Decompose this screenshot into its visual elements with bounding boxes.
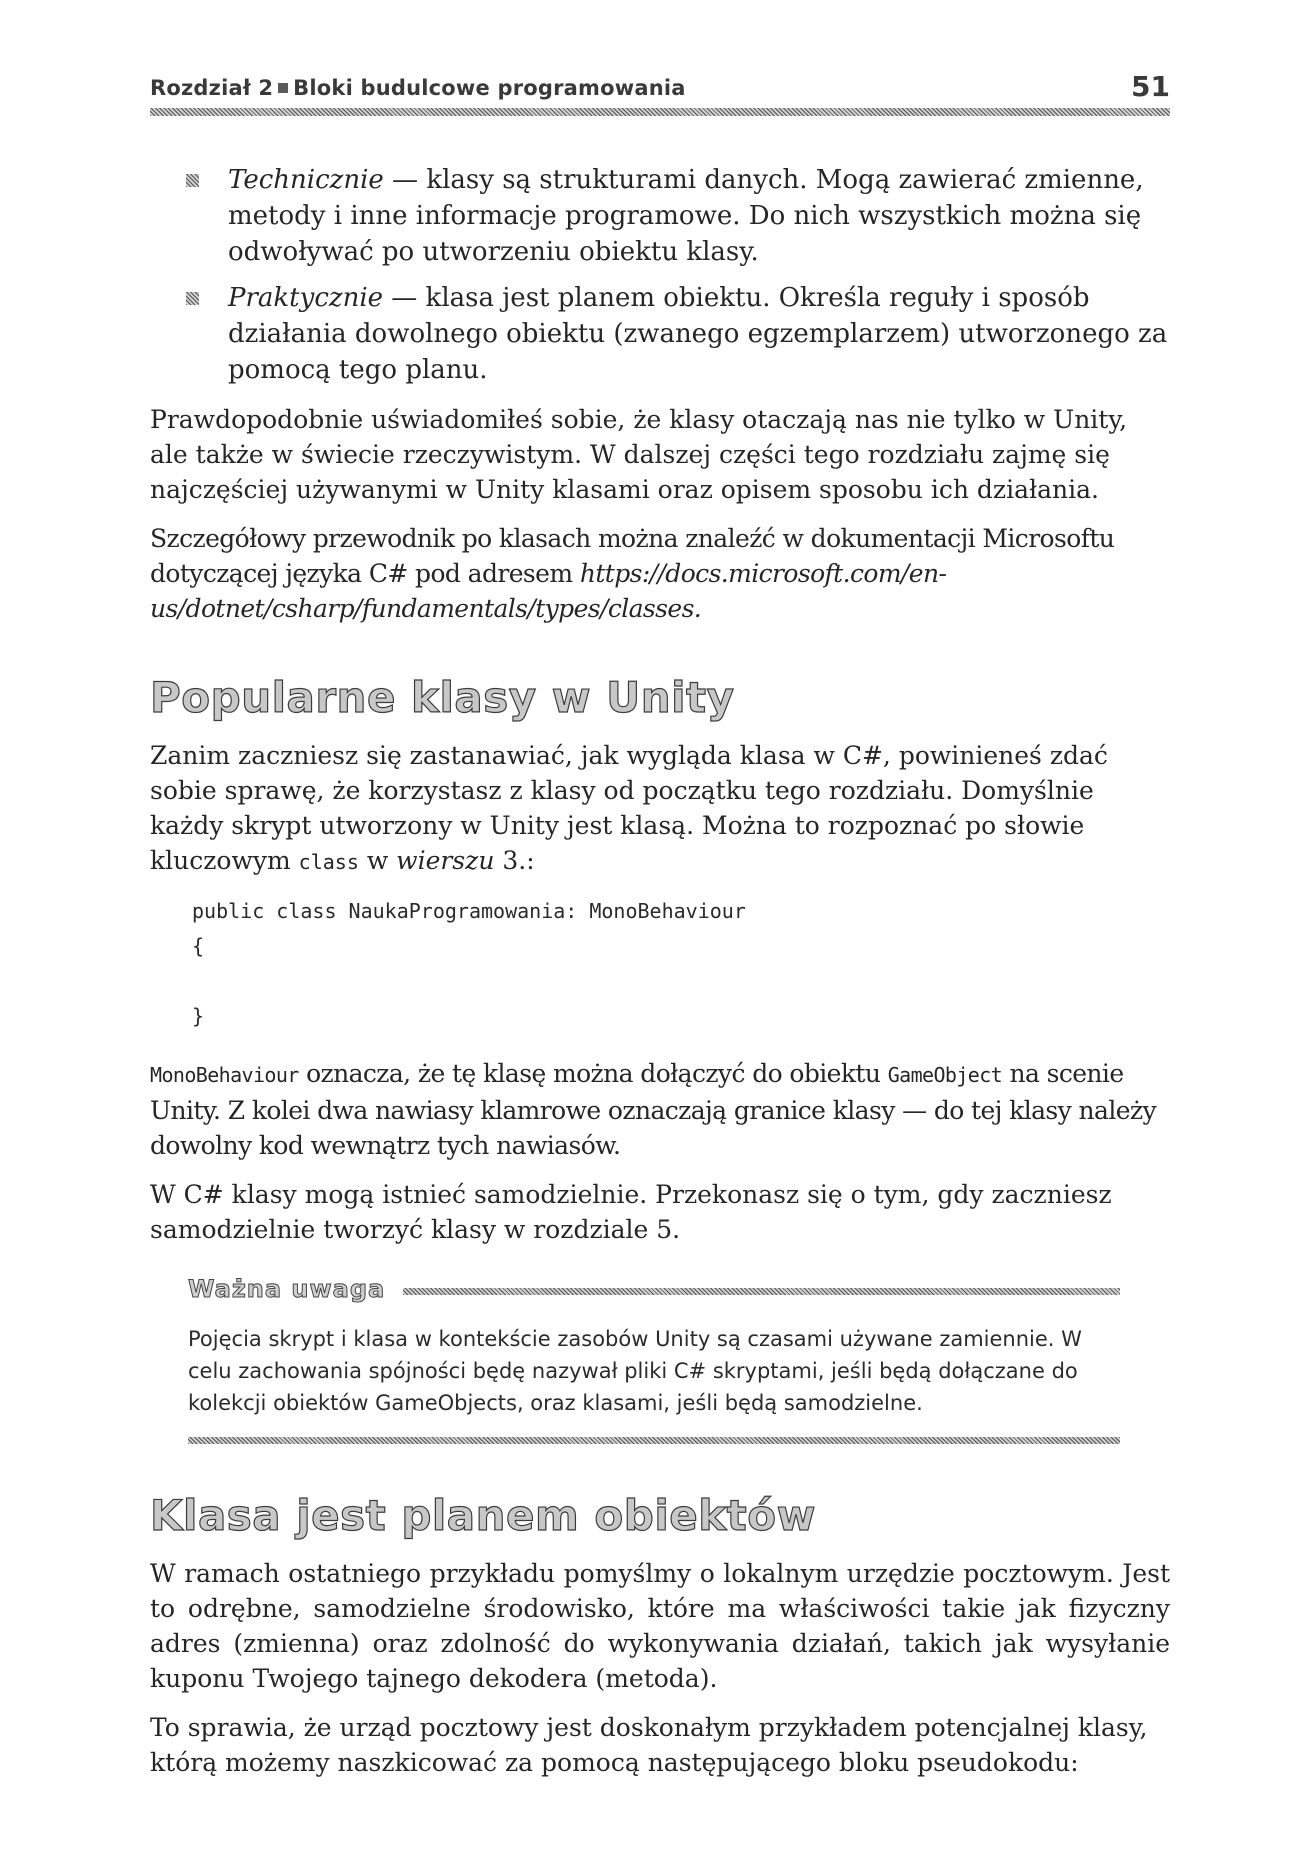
code-block: public class NaukaProgramowania: MonoBehaviour { } xyxy=(192,899,746,1028)
separator-square-icon xyxy=(278,83,288,93)
bullet-square-icon xyxy=(186,292,199,305)
paragraph-text: oznacza, że tę klasę można dołączyć do obiektu xyxy=(298,1059,888,1088)
reference-text: Szczegółowy przewodnik po klasach można znaleźć w dokumentacji Microsoftu dotyczącej języka C# pod adresem xyxy=(150,524,1115,588)
bullet-square-icon xyxy=(186,174,199,187)
chapter-label: Rozdział 2 xyxy=(150,76,274,100)
docs-url-link[interactable]: https://docs.microsoft.com/en-us/dotnet/csharp/fundamentals/types/classes. xyxy=(150,559,947,623)
keyword-class: class xyxy=(298,850,359,874)
reference-paragraph xyxy=(150,521,1170,626)
paragraph-text: na scenie Unity. Z kolei dwa nawiasy klamrowe oznaczają granice klasy — do tej klasy należy dowolny kod wewnątrz tych nawiasów. xyxy=(150,1059,1157,1160)
note-title: Ważna uwaga xyxy=(188,1275,386,1303)
paragraph: To sprawia, że urząd pocztowy jest doskonałym przykładem potencjalnej klasy, którą możemy naszkicować za pomocą następującego bloku pseudokodu: xyxy=(150,1713,1148,1777)
bullet-text: — klasy są strukturami danych. Mogą zawierać zmienne, metody i inne informacje programowe. Do nich wszystkich można się odwoływać po utworzeniu obiektu klasy. xyxy=(228,165,1144,267)
line-reference: wierszu xyxy=(396,846,495,875)
monobehaviour-term: MonoBehaviour xyxy=(150,1063,299,1087)
note-header xyxy=(188,1273,1120,1309)
intro-text: Zanim zaczniesz się zastanawiać, jak wygląda klasa w C#, powinieneś zdać sobie sprawę, że korzystasz z klasy od początku tego rozdziału. Domyślnie każdy skrypt utworzony w Unity jest klasą. Można to rozpoznać po słowie kluczowym xyxy=(150,741,1108,875)
header-rule xyxy=(150,108,1170,116)
intro-end: 3.: xyxy=(494,846,535,875)
bullet-text: — klasa jest planem obiektu. Określa reguły i sposób działania dowolnego obiektu (zwanego egzemplarzem) utworzonego za pomocą tego planu. xyxy=(228,283,1168,385)
list-item xyxy=(228,162,1170,270)
monobehaviour-paragraph xyxy=(150,1056,1170,1163)
important-note-box xyxy=(188,1273,1120,1444)
section-intro xyxy=(150,738,1170,880)
bullet-list xyxy=(150,162,1170,388)
gameobject-term: GameObject xyxy=(887,1063,1003,1087)
list-item xyxy=(228,280,1170,388)
page-number: 51 xyxy=(1131,70,1170,103)
paragraph: W C# klasy mogą istnieć samodzielnie. Przekonasz się o tym, gdy zaczniesz samodzielnie tworzyć klasy w rozdziale 5. xyxy=(150,1180,1112,1244)
note-rule-bottom xyxy=(188,1437,1120,1444)
page-content xyxy=(150,162,1170,1794)
bullet-term: Technicznie xyxy=(228,165,384,195)
chapter-title: Bloki budulcowe programowania xyxy=(293,76,686,100)
bullet-term: Praktycznie xyxy=(228,283,384,313)
running-title xyxy=(150,76,686,100)
intro-mid: w xyxy=(358,846,397,875)
section-heading-popular-classes: Popularne klasy w Unity xyxy=(150,673,735,722)
paragraph: W ramach ostatniego przykładu pomyślmy o lokalnym urzędzie pocztowym. Jest to odrębne, samodzielne środowisko, które ma właściwości takie jak fizyczny adres (zmienna) oraz zdolność do wykonywania działań, takich jak wysyłanie kuponu Twojego tajnego dekodera (metoda). xyxy=(150,1559,1170,1693)
running-header xyxy=(150,70,1170,116)
paragraph: Prawdopodobnie uświadomiłeś sobie, że klasy otaczają nas nie tylko w Unity, ale także w świecie rzeczywistym. W dalszej części tego rozdziału zajmę się najczęściej używanymi w Unity klasami oraz opisem sposobu ich działania. xyxy=(150,405,1128,504)
section-heading-class-blueprint: Klasa jest planem obiektów xyxy=(150,1491,816,1540)
note-text: Pojęcia skrypt i klasa w kontekście zasobów Unity są czasami używane zamiennie. W celu zachowania spójności będę nazywał pliki C# skryptami, jeśli będą dołączane do kolekcji obiektów GameObjects, oraz klasami, jeśli będą samodzielne. xyxy=(188,1327,1082,1415)
note-rule-top xyxy=(403,1288,1120,1295)
